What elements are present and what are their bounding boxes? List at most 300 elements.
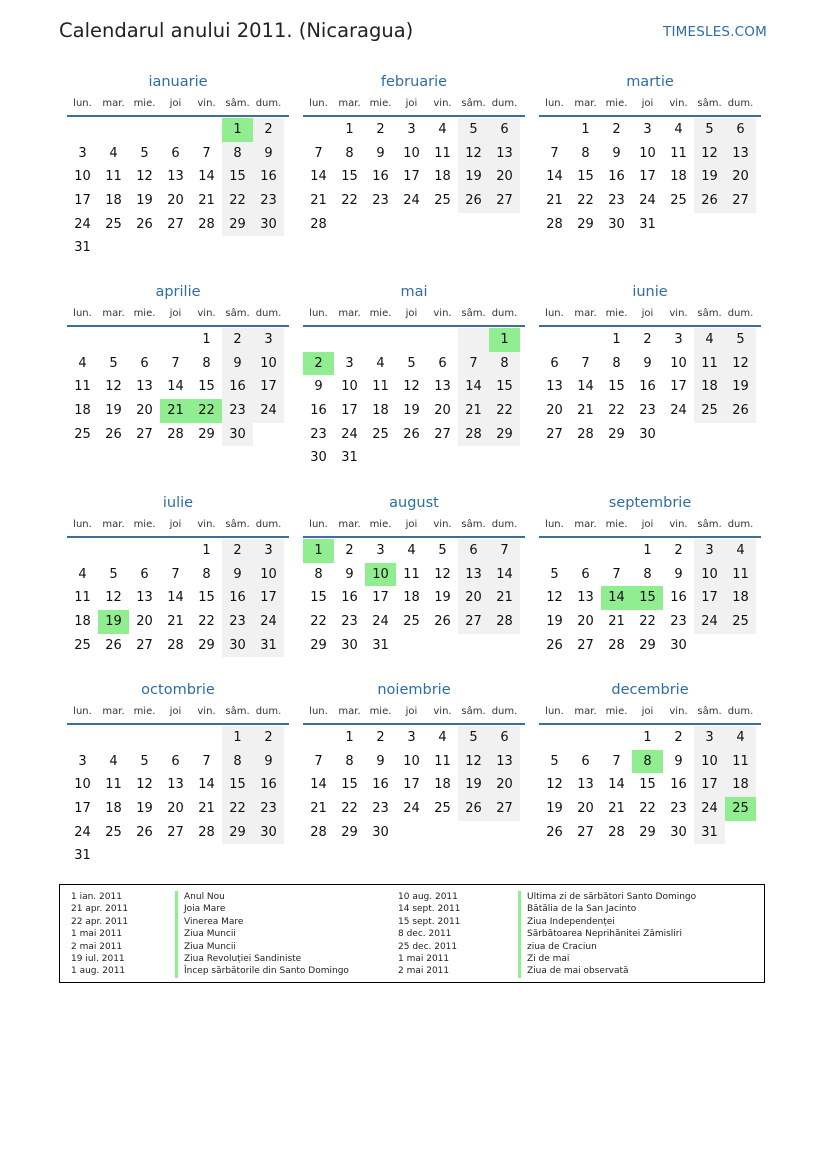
day-cell[interactable]: 10 bbox=[694, 750, 725, 774]
day-cell[interactable]: 23 bbox=[608, 193, 625, 209]
day-cell[interactable]: 25 bbox=[434, 193, 451, 209]
day-cell[interactable]: 18 bbox=[372, 403, 389, 419]
day-cell[interactable]: 10 bbox=[639, 145, 656, 161]
day-cell[interactable]: 15 bbox=[632, 586, 663, 610]
day-cell[interactable]: 22 bbox=[341, 801, 358, 817]
day-cell[interactable]: 28 bbox=[458, 423, 489, 447]
day-cell[interactable]: 28 bbox=[546, 216, 563, 232]
day-cell[interactable]: 20 bbox=[458, 586, 489, 610]
day-cell[interactable]: 28 bbox=[198, 824, 215, 840]
day-cell[interactable]: 4 bbox=[109, 753, 118, 769]
day-cell[interactable]: 8 bbox=[202, 355, 211, 371]
day-cell[interactable]: 16 bbox=[222, 375, 253, 399]
day-cell[interactable]: 30 bbox=[222, 423, 253, 447]
day-cell[interactable]: 22 bbox=[639, 801, 656, 817]
day-cell[interactable]: 27 bbox=[434, 426, 451, 442]
day-cell[interactable]: 14 bbox=[310, 777, 327, 793]
day-cell[interactable]: 27 bbox=[167, 824, 184, 840]
day-cell[interactable]: 10 bbox=[341, 379, 358, 395]
day-cell[interactable]: 21 bbox=[198, 801, 215, 817]
day-cell[interactable]: 5 bbox=[458, 726, 489, 750]
day-cell[interactable]: 10 bbox=[253, 352, 284, 376]
day-cell[interactable]: 24 bbox=[74, 824, 91, 840]
day-cell[interactable]: 9 bbox=[674, 566, 683, 582]
day-cell[interactable]: 2 bbox=[253, 726, 284, 750]
day-cell[interactable]: 12 bbox=[694, 142, 725, 166]
day-cell[interactable]: 4 bbox=[725, 726, 756, 750]
day-cell[interactable]: 19 bbox=[105, 403, 122, 419]
day-cell[interactable]: 10 bbox=[670, 355, 687, 371]
day-cell[interactable]: 5 bbox=[458, 118, 489, 142]
day-cell[interactable]: 26 bbox=[403, 426, 420, 442]
day-cell[interactable]: 5 bbox=[407, 355, 416, 371]
day-cell[interactable]: 2 bbox=[303, 352, 334, 376]
day-cell[interactable]: 1 bbox=[202, 332, 211, 347]
day-cell[interactable]: 19 bbox=[546, 801, 563, 817]
day-cell[interactable]: 7 bbox=[314, 753, 323, 769]
day-cell[interactable]: 21 bbox=[489, 586, 520, 610]
day-cell[interactable]: 12 bbox=[546, 777, 563, 793]
day-cell[interactable]: 4 bbox=[78, 566, 87, 582]
day-cell[interactable]: 16 bbox=[253, 773, 284, 797]
day-cell[interactable]: 20 bbox=[136, 403, 153, 419]
day-cell[interactable]: 29 bbox=[198, 637, 215, 653]
day-cell[interactable]: 16 bbox=[670, 777, 687, 793]
day-cell[interactable]: 6 bbox=[725, 118, 756, 142]
day-cell[interactable]: 18 bbox=[74, 614, 91, 630]
day-cell[interactable]: 1 bbox=[612, 332, 621, 347]
day-cell[interactable]: 5 bbox=[140, 145, 149, 161]
day-cell[interactable]: 20 bbox=[725, 165, 756, 189]
day-cell[interactable]: 13 bbox=[167, 169, 184, 185]
day-cell[interactable]: 21 bbox=[160, 399, 191, 423]
day-cell[interactable]: 21 bbox=[198, 193, 215, 209]
day-cell[interactable]: 19 bbox=[98, 610, 129, 634]
day-cell[interactable]: 14 bbox=[458, 375, 489, 399]
day-cell[interactable]: 7 bbox=[612, 566, 621, 582]
day-cell[interactable]: 22 bbox=[310, 614, 327, 630]
day-cell[interactable]: 24 bbox=[670, 403, 687, 419]
day-cell[interactable]: 2 bbox=[612, 122, 621, 137]
day-cell[interactable]: 25 bbox=[105, 824, 122, 840]
day-cell[interactable]: 23 bbox=[310, 426, 327, 442]
day-cell[interactable]: 25 bbox=[74, 637, 91, 653]
day-cell[interactable]: 12 bbox=[458, 142, 489, 166]
day-cell[interactable]: 18 bbox=[105, 801, 122, 817]
day-cell[interactable]: 24 bbox=[694, 610, 725, 634]
day-cell[interactable]: 2 bbox=[222, 328, 253, 352]
day-cell[interactable]: 15 bbox=[222, 773, 253, 797]
day-cell[interactable]: 10 bbox=[403, 145, 420, 161]
day-cell[interactable]: 29 bbox=[489, 423, 520, 447]
day-cell[interactable]: 14 bbox=[577, 379, 594, 395]
day-cell[interactable]: 18 bbox=[434, 169, 451, 185]
day-cell[interactable]: 28 bbox=[198, 216, 215, 232]
day-cell[interactable]: 26 bbox=[546, 824, 563, 840]
day-cell[interactable]: 14 bbox=[167, 379, 184, 395]
day-cell[interactable]: 11 bbox=[694, 352, 725, 376]
day-cell[interactable]: 19 bbox=[434, 590, 451, 606]
day-cell[interactable]: 17 bbox=[253, 586, 284, 610]
day-cell[interactable]: 15 bbox=[222, 165, 253, 189]
day-cell[interactable]: 14 bbox=[167, 590, 184, 606]
day-cell[interactable]: 9 bbox=[643, 355, 652, 371]
day-cell[interactable]: 22 bbox=[489, 399, 520, 423]
day-cell[interactable]: 3 bbox=[253, 539, 284, 563]
day-cell[interactable]: 18 bbox=[725, 773, 756, 797]
day-cell[interactable]: 8 bbox=[643, 566, 652, 582]
day-cell[interactable]: 27 bbox=[489, 189, 520, 213]
day-cell[interactable]: 8 bbox=[489, 352, 520, 376]
day-cell[interactable]: 20 bbox=[577, 614, 594, 630]
day-cell[interactable]: 18 bbox=[403, 590, 420, 606]
day-cell[interactable]: 22 bbox=[191, 399, 222, 423]
day-cell[interactable]: 7 bbox=[581, 355, 590, 371]
day-cell[interactable]: 11 bbox=[434, 753, 451, 769]
day-cell[interactable]: 2 bbox=[643, 332, 652, 347]
day-cell[interactable]: 31 bbox=[639, 216, 656, 232]
day-cell[interactable]: 29 bbox=[198, 426, 215, 442]
day-cell[interactable]: 28 bbox=[608, 637, 625, 653]
day-cell[interactable]: 31 bbox=[694, 821, 725, 845]
day-cell[interactable]: 21 bbox=[577, 403, 594, 419]
day-cell[interactable]: 3 bbox=[407, 122, 416, 137]
day-cell[interactable]: 18 bbox=[74, 403, 91, 419]
day-cell[interactable]: 7 bbox=[202, 145, 211, 161]
day-cell[interactable]: 10 bbox=[403, 753, 420, 769]
day-cell[interactable]: 24 bbox=[341, 426, 358, 442]
day-cell[interactable]: 22 bbox=[222, 189, 253, 213]
day-cell[interactable]: 23 bbox=[222, 399, 253, 423]
day-cell[interactable]: 28 bbox=[167, 426, 184, 442]
day-cell[interactable]: 9 bbox=[222, 352, 253, 376]
day-cell[interactable]: 27 bbox=[725, 189, 756, 213]
day-cell[interactable]: 31 bbox=[372, 637, 389, 653]
day-cell[interactable]: 20 bbox=[489, 165, 520, 189]
day-cell[interactable]: 11 bbox=[105, 777, 122, 793]
day-cell[interactable]: 24 bbox=[253, 399, 284, 423]
day-cell[interactable]: 8 bbox=[222, 750, 253, 774]
day-cell[interactable]: 4 bbox=[407, 543, 416, 558]
day-cell[interactable]: 5 bbox=[438, 543, 447, 558]
day-cell[interactable]: 10 bbox=[694, 563, 725, 587]
day-cell[interactable]: 6 bbox=[438, 355, 447, 371]
day-cell[interactable]: 1 bbox=[222, 118, 253, 142]
day-cell[interactable]: 24 bbox=[694, 797, 725, 821]
day-cell[interactable]: 10 bbox=[74, 777, 91, 793]
day-cell[interactable]: 11 bbox=[403, 566, 420, 582]
day-cell[interactable]: 14 bbox=[489, 563, 520, 587]
day-cell[interactable]: 5 bbox=[725, 328, 756, 352]
day-cell[interactable]: 29 bbox=[310, 637, 327, 653]
day-cell[interactable]: 11 bbox=[670, 145, 687, 161]
day-cell[interactable]: 23 bbox=[253, 797, 284, 821]
day-cell[interactable]: 17 bbox=[670, 379, 687, 395]
day-cell[interactable]: 21 bbox=[458, 399, 489, 423]
day-cell[interactable]: 30 bbox=[670, 637, 687, 653]
day-cell[interactable]: 24 bbox=[74, 216, 91, 232]
day-cell[interactable]: 6 bbox=[489, 726, 520, 750]
day-cell[interactable]: 2 bbox=[345, 543, 354, 558]
day-cell[interactable]: 22 bbox=[198, 614, 215, 630]
day-cell[interactable]: 26 bbox=[458, 797, 489, 821]
day-cell[interactable]: 27 bbox=[577, 824, 594, 840]
day-cell[interactable]: 26 bbox=[434, 614, 451, 630]
day-cell[interactable]: 13 bbox=[546, 379, 563, 395]
day-cell[interactable]: 12 bbox=[403, 379, 420, 395]
day-cell[interactable]: 1 bbox=[222, 726, 253, 750]
day-cell[interactable]: 14 bbox=[546, 169, 563, 185]
day-cell[interactable]: 28 bbox=[577, 426, 594, 442]
day-cell[interactable]: 21 bbox=[608, 801, 625, 817]
day-cell[interactable]: 19 bbox=[403, 403, 420, 419]
day-cell[interactable]: 8 bbox=[581, 145, 590, 161]
day-cell[interactable]: 10 bbox=[74, 169, 91, 185]
day-cell[interactable]: 5 bbox=[550, 753, 559, 769]
day-cell[interactable]: 22 bbox=[639, 614, 656, 630]
day-cell[interactable]: 2 bbox=[253, 118, 284, 142]
day-cell[interactable]: 16 bbox=[310, 403, 327, 419]
day-cell[interactable]: 17 bbox=[694, 586, 725, 610]
day-cell[interactable]: 8 bbox=[345, 145, 354, 161]
day-cell[interactable]: 3 bbox=[376, 543, 385, 558]
day-cell[interactable]: 15 bbox=[310, 590, 327, 606]
day-cell[interactable]: 17 bbox=[403, 777, 420, 793]
day-cell[interactable]: 12 bbox=[434, 566, 451, 582]
day-cell[interactable]: 1 bbox=[345, 122, 354, 137]
day-cell[interactable]: 25 bbox=[725, 797, 756, 821]
day-cell[interactable]: 13 bbox=[577, 777, 594, 793]
day-cell[interactable]: 30 bbox=[310, 450, 327, 466]
day-cell[interactable]: 27 bbox=[136, 637, 153, 653]
day-cell[interactable]: 24 bbox=[403, 801, 420, 817]
day-cell[interactable]: 17 bbox=[639, 169, 656, 185]
day-cell[interactable]: 6 bbox=[171, 145, 180, 161]
day-cell[interactable]: 14 bbox=[601, 586, 632, 610]
day-cell[interactable]: 30 bbox=[608, 216, 625, 232]
day-cell[interactable]: 23 bbox=[670, 614, 687, 630]
day-cell[interactable]: 19 bbox=[458, 165, 489, 189]
day-cell[interactable]: 8 bbox=[612, 355, 621, 371]
day-cell[interactable]: 11 bbox=[74, 590, 91, 606]
day-cell[interactable]: 21 bbox=[310, 193, 327, 209]
day-cell[interactable]: 13 bbox=[489, 750, 520, 774]
day-cell[interactable]: 26 bbox=[694, 189, 725, 213]
day-cell[interactable]: 13 bbox=[577, 590, 594, 606]
day-cell[interactable]: 4 bbox=[438, 122, 447, 137]
day-cell[interactable]: 11 bbox=[725, 750, 756, 774]
day-cell[interactable]: 30 bbox=[372, 824, 389, 840]
day-cell[interactable]: 22 bbox=[577, 193, 594, 209]
day-cell[interactable]: 29 bbox=[341, 824, 358, 840]
day-cell[interactable]: 5 bbox=[109, 355, 118, 371]
day-cell[interactable]: 7 bbox=[458, 352, 489, 376]
day-cell[interactable]: 25 bbox=[434, 801, 451, 817]
day-cell[interactable]: 4 bbox=[438, 730, 447, 745]
day-cell[interactable]: 26 bbox=[105, 637, 122, 653]
day-cell[interactable]: 1 bbox=[581, 122, 590, 137]
day-cell[interactable]: 26 bbox=[458, 189, 489, 213]
day-cell[interactable]: 2 bbox=[674, 730, 683, 745]
day-cell[interactable]: 8 bbox=[202, 566, 211, 582]
day-cell[interactable]: 13 bbox=[489, 142, 520, 166]
day-cell[interactable]: 15 bbox=[198, 590, 215, 606]
day-cell[interactable]: 3 bbox=[345, 355, 354, 371]
day-cell[interactable]: 25 bbox=[403, 614, 420, 630]
day-cell[interactable]: 1 bbox=[489, 328, 520, 352]
day-cell[interactable]: 28 bbox=[310, 824, 327, 840]
day-cell[interactable]: 26 bbox=[136, 216, 153, 232]
day-cell[interactable]: 25 bbox=[105, 216, 122, 232]
day-cell[interactable]: 8 bbox=[345, 753, 354, 769]
day-cell[interactable]: 23 bbox=[372, 801, 389, 817]
day-cell[interactable]: 25 bbox=[725, 610, 756, 634]
day-cell[interactable]: 26 bbox=[136, 824, 153, 840]
day-cell[interactable]: 12 bbox=[458, 750, 489, 774]
day-cell[interactable]: 20 bbox=[136, 614, 153, 630]
day-cell[interactable]: 23 bbox=[372, 193, 389, 209]
day-cell[interactable]: 16 bbox=[253, 165, 284, 189]
day-cell[interactable]: 30 bbox=[341, 637, 358, 653]
day-cell[interactable]: 13 bbox=[458, 563, 489, 587]
day-cell[interactable]: 7 bbox=[550, 145, 559, 161]
day-cell[interactable]: 3 bbox=[643, 122, 652, 137]
day-cell[interactable]: 13 bbox=[167, 777, 184, 793]
day-cell[interactable]: 11 bbox=[105, 169, 122, 185]
day-cell[interactable]: 17 bbox=[372, 590, 389, 606]
day-cell[interactable]: 12 bbox=[105, 590, 122, 606]
day-cell[interactable]: 6 bbox=[581, 753, 590, 769]
day-cell[interactable]: 26 bbox=[105, 426, 122, 442]
day-cell[interactable]: 16 bbox=[670, 590, 687, 606]
day-cell[interactable]: 25 bbox=[670, 193, 687, 209]
day-cell[interactable]: 17 bbox=[694, 773, 725, 797]
day-cell[interactable]: 7 bbox=[489, 539, 520, 563]
day-cell[interactable]: 9 bbox=[345, 566, 354, 582]
day-cell[interactable]: 6 bbox=[140, 566, 149, 582]
day-cell[interactable]: 2 bbox=[674, 543, 683, 558]
day-cell[interactable]: 26 bbox=[725, 399, 756, 423]
day-cell[interactable]: 11 bbox=[725, 563, 756, 587]
day-cell[interactable]: 30 bbox=[222, 634, 253, 658]
day-cell[interactable]: 3 bbox=[694, 726, 725, 750]
day-cell[interactable]: 25 bbox=[74, 426, 91, 442]
day-cell[interactable]: 19 bbox=[136, 801, 153, 817]
day-cell[interactable]: 6 bbox=[581, 566, 590, 582]
day-cell[interactable]: 14 bbox=[198, 777, 215, 793]
day-cell[interactable]: 9 bbox=[376, 145, 385, 161]
day-cell[interactable]: 4 bbox=[725, 539, 756, 563]
day-cell[interactable]: 21 bbox=[546, 193, 563, 209]
day-cell[interactable]: 5 bbox=[550, 566, 559, 582]
day-cell[interactable]: 13 bbox=[725, 142, 756, 166]
day-cell[interactable]: 29 bbox=[608, 426, 625, 442]
day-cell[interactable]: 13 bbox=[136, 379, 153, 395]
day-cell[interactable]: 3 bbox=[78, 753, 87, 769]
day-cell[interactable]: 3 bbox=[253, 328, 284, 352]
brand-logo-text[interactable]: TIMESLES.COM bbox=[663, 24, 767, 40]
day-cell[interactable]: 7 bbox=[171, 355, 180, 371]
day-cell[interactable]: 29 bbox=[222, 821, 253, 845]
day-cell[interactable]: 9 bbox=[253, 142, 284, 166]
day-cell[interactable]: 20 bbox=[577, 801, 594, 817]
day-cell[interactable]: 15 bbox=[639, 777, 656, 793]
day-cell[interactable]: 22 bbox=[608, 403, 625, 419]
day-cell[interactable]: 29 bbox=[577, 216, 594, 232]
day-cell[interactable]: 15 bbox=[198, 379, 215, 395]
day-cell[interactable]: 9 bbox=[376, 753, 385, 769]
day-cell[interactable]: 7 bbox=[612, 753, 621, 769]
day-cell[interactable]: 31 bbox=[74, 240, 91, 256]
day-cell[interactable]: 21 bbox=[167, 614, 184, 630]
day-cell[interactable]: 28 bbox=[167, 637, 184, 653]
day-cell[interactable]: 21 bbox=[608, 614, 625, 630]
day-cell[interactable]: 14 bbox=[198, 169, 215, 185]
day-cell[interactable]: 20 bbox=[167, 193, 184, 209]
day-cell[interactable]: 15 bbox=[489, 375, 520, 399]
day-cell[interactable]: 23 bbox=[670, 801, 687, 817]
day-cell[interactable]: 9 bbox=[314, 379, 323, 395]
day-cell[interactable]: 1 bbox=[303, 539, 334, 563]
day-cell[interactable]: 18 bbox=[694, 375, 725, 399]
day-cell[interactable]: 24 bbox=[639, 193, 656, 209]
day-cell[interactable]: 22 bbox=[341, 193, 358, 209]
day-cell[interactable]: 11 bbox=[372, 379, 389, 395]
day-cell[interactable]: 27 bbox=[546, 426, 563, 442]
day-cell[interactable]: 9 bbox=[253, 750, 284, 774]
day-cell[interactable]: 18 bbox=[434, 777, 451, 793]
day-cell[interactable]: 24 bbox=[253, 610, 284, 634]
day-cell[interactable]: 27 bbox=[167, 216, 184, 232]
day-cell[interactable]: 12 bbox=[546, 590, 563, 606]
day-cell[interactable]: 7 bbox=[202, 753, 211, 769]
day-cell[interactable]: 9 bbox=[674, 753, 683, 769]
day-cell[interactable]: 1 bbox=[202, 543, 211, 558]
day-cell[interactable]: 18 bbox=[670, 169, 687, 185]
day-cell[interactable]: 1 bbox=[643, 543, 652, 558]
day-cell[interactable]: 8 bbox=[222, 142, 253, 166]
day-cell[interactable]: 3 bbox=[694, 539, 725, 563]
day-cell[interactable]: 15 bbox=[577, 169, 594, 185]
day-cell[interactable]: 19 bbox=[136, 193, 153, 209]
day-cell[interactable]: 14 bbox=[310, 169, 327, 185]
day-cell[interactable]: 5 bbox=[140, 753, 149, 769]
day-cell[interactable]: 10 bbox=[253, 563, 284, 587]
day-cell[interactable]: 20 bbox=[546, 403, 563, 419]
day-cell[interactable]: 18 bbox=[725, 586, 756, 610]
day-cell[interactable]: 30 bbox=[639, 426, 656, 442]
day-cell[interactable]: 6 bbox=[458, 539, 489, 563]
day-cell[interactable]: 30 bbox=[253, 821, 284, 845]
day-cell[interactable]: 10 bbox=[365, 563, 396, 587]
day-cell[interactable]: 16 bbox=[341, 590, 358, 606]
day-cell[interactable]: 23 bbox=[253, 189, 284, 213]
day-cell[interactable]: 6 bbox=[489, 118, 520, 142]
day-cell[interactable]: 29 bbox=[639, 824, 656, 840]
day-cell[interactable]: 3 bbox=[78, 145, 87, 161]
day-cell[interactable]: 21 bbox=[310, 801, 327, 817]
day-cell[interactable]: 31 bbox=[341, 450, 358, 466]
day-cell[interactable]: 28 bbox=[489, 610, 520, 634]
day-cell[interactable]: 31 bbox=[253, 634, 284, 658]
day-cell[interactable]: 6 bbox=[171, 753, 180, 769]
day-cell[interactable]: 4 bbox=[376, 355, 385, 371]
day-cell[interactable]: 15 bbox=[341, 169, 358, 185]
day-cell[interactable]: 28 bbox=[608, 824, 625, 840]
day-cell[interactable]: 4 bbox=[694, 328, 725, 352]
day-cell[interactable]: 14 bbox=[608, 777, 625, 793]
day-cell[interactable]: 24 bbox=[403, 193, 420, 209]
